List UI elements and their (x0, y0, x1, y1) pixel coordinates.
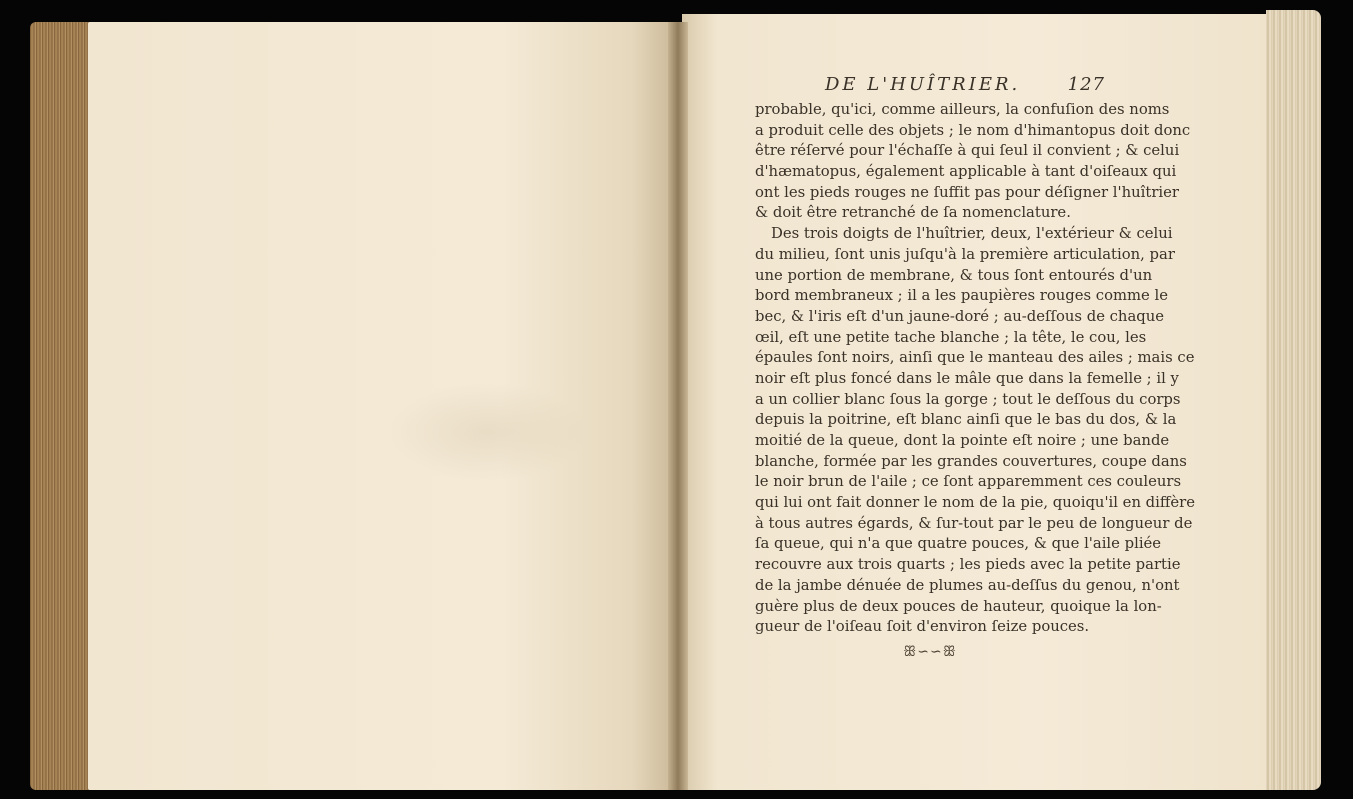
text-line: recouvre aux trois quarts ; les pieds avec la petite partie (755, 556, 1181, 574)
text-line: qui lui ont fait donner le nom de la pie, quoiqu'il en diffère (755, 494, 1195, 512)
text-line: blanche, formée par les grandes couvertures, coupe dans (755, 452, 1187, 470)
text-line: être réſervé pour l'échaſſe à qui ſeul il convient ; & celui (755, 142, 1180, 160)
page-number: 127 (1067, 74, 1105, 95)
text-line: guère plus de deux pouces de hauteur, quoique la lon- (755, 597, 1162, 615)
text-line: ſa queue, qui n'a que quatre pouces, & que l'aile pliée (755, 535, 1162, 553)
right-page-text (755, 74, 1195, 660)
text-line: d'hæmatopus, également applicable à tant d'oiſeaux qui (755, 163, 1177, 181)
running-head-title: DE L'HUÎTRIER. (825, 74, 1021, 95)
text-line: épaules ſont noirs, ainſi que le manteau des ailes ; mais ce (755, 349, 1195, 367)
text-line: Des trois doigts de l'huîtrier, deux, l'extérieur & celui (771, 225, 1173, 243)
text-line: du milieu, ſont unis juſqu'à la première articulation, par (755, 245, 1175, 263)
text-line: depuis la poitrine, eſt blanc ainſi que le bas du dos, & la (755, 411, 1177, 429)
text-line: a un collier blanc ſous la gorge ; tout le deſſous du corps (755, 390, 1181, 408)
running-head (755, 74, 1105, 100)
show-through-image (388, 382, 588, 482)
text-line: moitié de la queue, dont la pointe eſt noire ; une bande (755, 432, 1170, 449)
paragraph-2 (755, 224, 1195, 638)
text-line: œil, eſt une petite tache blanche ; la tête, le cou, les (755, 328, 1147, 346)
text-line: gueur de l'oiſeau ſoit d'environ ſeize pouces. (755, 618, 1090, 636)
text-line: de la jambe dénuée de plumes au-deſſus du genou, n'ont (755, 576, 1180, 594)
text-line: bord membraneux ; il a les paupières rouges comme le (755, 287, 1169, 305)
text-line: le noir brun de l'aile ; ce ſont apparemment ces couleurs (755, 473, 1182, 491)
text-line: a produit celle des objets ; le nom d'himantopus doit donc (755, 121, 1191, 139)
text-line: une portion de membrane, & tous ſont entourés d'un (755, 266, 1153, 284)
right-page-edges (1266, 10, 1321, 790)
left-page-blank (88, 22, 678, 790)
tailpiece-ornament: ꕥ∽∽ꕥ (903, 643, 957, 660)
text-line: bec, & l'iris eſt d'un jaune-doré ; au-deſſous de chaque (755, 307, 1165, 325)
text-line: noir eſt plus foncé dans le mâle que dans la femelle ; il y (755, 369, 1179, 387)
text-line: ont les pieds rouges ne ſuffit pas pour déſigner l'huîtrier (755, 183, 1179, 201)
paragraph-1 (755, 100, 1191, 224)
text-line: & doit être retranché de ſa nomenclature. (755, 204, 1071, 222)
book-gutter (668, 22, 688, 790)
text-line: probable, qu'ici, comme ailleurs, la confuſion des noms (755, 101, 1170, 118)
left-page-edges (30, 22, 92, 790)
text-line: à tous autres égards, & ſur-tout par le peu de longueur de (755, 514, 1193, 532)
